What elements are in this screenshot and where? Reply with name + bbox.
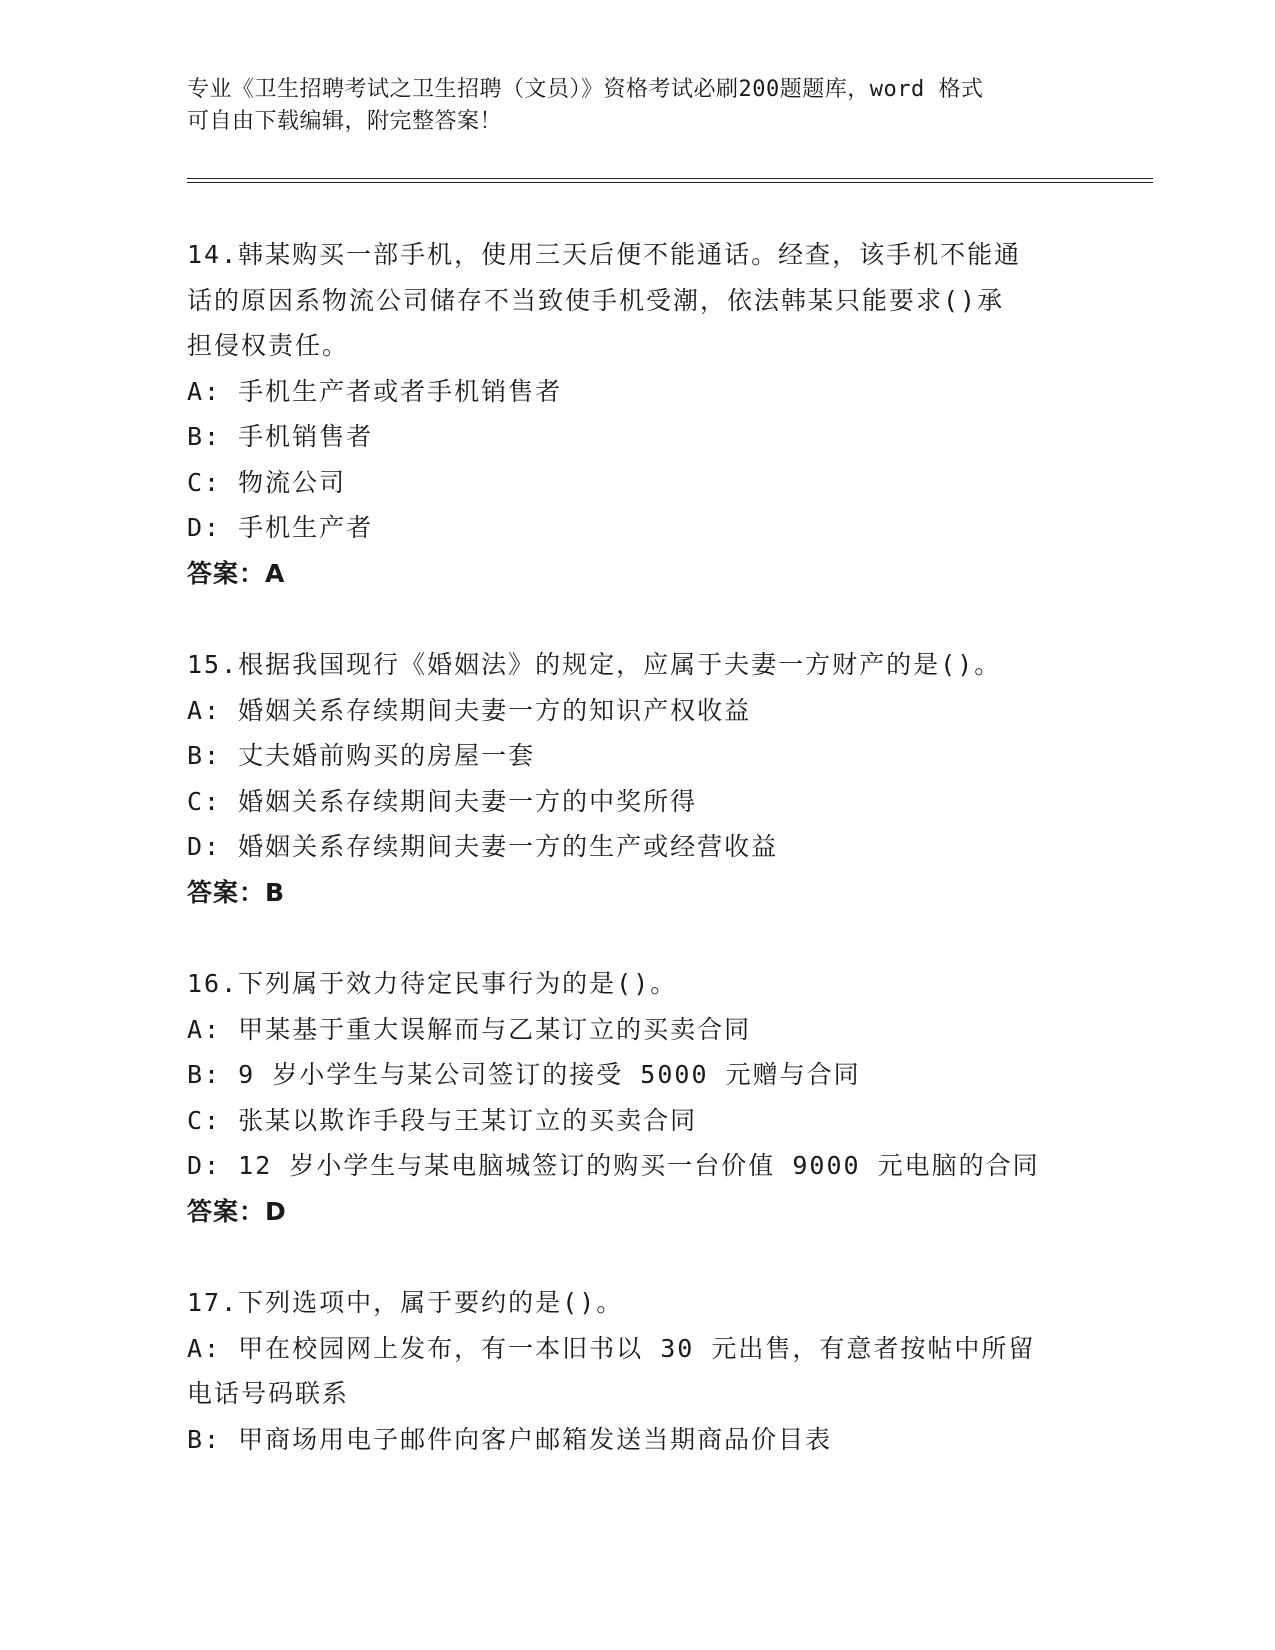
option-d: D: 手机生产者 [187, 513, 374, 542]
question-16 [187, 961, 1087, 1234]
option-b: B: 9 岁小学生与某公司签订的接受 5000 元赠与合同 [187, 1060, 861, 1089]
option-b: B: 手机销售者 [187, 422, 374, 451]
question-stem: 担侵权责任。 [187, 331, 350, 360]
question-stem: 16.下列属于效力待定民事行为的是()。 [187, 969, 678, 998]
answer: 答案：B [187, 877, 286, 907]
option-b: B: 丈夫婚前购买的房屋一套 [187, 741, 536, 770]
document-header [187, 74, 1067, 138]
question-15 [187, 642, 1087, 915]
question-stem: 话的原因系物流公司储存不当致使手机受潮，依法韩某只能要求()承 [187, 285, 1005, 315]
option-a: A: 婚姻关系存续期间夫妻一方的知识产权收益 [187, 695, 752, 725]
option-c: C: 婚姻关系存续期间夫妻一方的中奖所得 [187, 786, 698, 816]
header-text-line-1: 专业《卫生招聘考试之卫生招聘（文员）》资格考试必刷200题题库，word 格式 [187, 77, 984, 102]
question-17 [187, 1280, 1087, 1462]
option-a-continued: 电话号码联系 [187, 1379, 350, 1408]
question-list [187, 232, 1087, 1508]
option-c: C: 张某以欺诈手段与王某订立的买卖合同 [187, 1105, 698, 1135]
question-stem: 15.根据我国现行《婚姻法》的规定，应属于夫妻一方财产的是()。 [187, 650, 1002, 679]
answer: 答案：A [187, 558, 286, 588]
option-d: D: 12 岁小学生与某电脑城签订的购买一台价值 9000 元电脑的合同 [187, 1151, 1040, 1180]
option-b: B: 甲商场用电子邮件向客户邮箱发送当期商品价目表 [187, 1424, 833, 1454]
option-d: D: 婚姻关系存续期间夫妻一方的生产或经营收益 [187, 832, 779, 861]
question-stem: 14.韩某购买一部手机，使用三天后便不能通话。经查，该手机不能通 [187, 240, 1022, 269]
question-14 [187, 232, 1087, 596]
option-a: A: 手机生产者或者手机销售者 [187, 376, 563, 406]
header-text-line-2: 可自由下载编辑，附完整答案！ [187, 109, 503, 134]
question-stem: 17.下列选项中，属于要约的是()。 [187, 1288, 624, 1317]
header-divider [187, 178, 1153, 183]
option-a: A: 甲在校园网上发布，有一本旧书以 30 元出售，有意者按帖中所留 [187, 1333, 1036, 1363]
answer: 答案：D [187, 1196, 287, 1226]
option-a: A: 甲某基于重大误解而与乙某订立的买卖合同 [187, 1014, 752, 1044]
option-c: C: 物流公司 [187, 467, 347, 497]
